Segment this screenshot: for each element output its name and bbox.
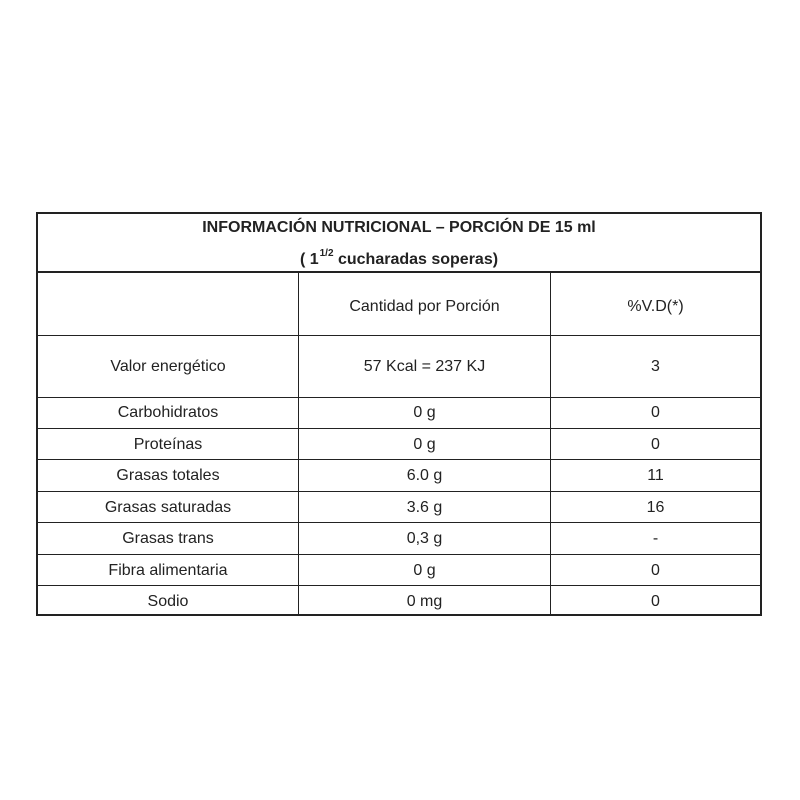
nutrient-daily-value: - (652, 530, 659, 547)
nutrient-daily-value: 0 (651, 593, 660, 610)
nutrient-daily-value: 0 (651, 404, 660, 421)
nutrient-name: Grasas totales (116, 467, 220, 484)
row-divider (38, 522, 760, 523)
header-daily-value: %V.D(*) (627, 298, 684, 315)
nutrition-facts-table (36, 212, 762, 616)
serving-unit: cucharadas soperas) (337, 251, 499, 268)
nutrient-daily-value: 16 (646, 499, 665, 516)
serving-fraction: 1/2 (319, 248, 334, 259)
nutrient-name: Fibra alimentaria (108, 562, 228, 579)
nutrient-amount: 0 mg (406, 593, 443, 610)
row-divider (38, 335, 760, 336)
nutrient-amount: 6.0 g (406, 467, 443, 484)
row-divider (38, 491, 760, 492)
row-divider (38, 554, 760, 555)
header-amount-per-serving: Cantidad por Porción (349, 298, 500, 315)
nutrient-name: Grasas saturadas (104, 499, 232, 516)
nutrient-name: Grasas trans (122, 530, 214, 547)
table-title (38, 214, 760, 273)
nutrient-daily-value: 0 (651, 562, 660, 579)
nutrient-amount: 0 g (413, 436, 436, 453)
title-line-2 (38, 248, 760, 268)
row-divider (38, 397, 760, 398)
nutrient-amount: 0 g (413, 562, 436, 579)
nutrient-amount: 57 Kcal = 237 KJ (363, 358, 486, 375)
title-line-1: INFORMACIÓN NUTRICIONAL – PORCIÓN DE 15 ml (202, 219, 596, 236)
nutrient-name: Valor energético (110, 358, 226, 375)
nutrient-amount: 3.6 g (406, 499, 443, 516)
nutrient-daily-value: 3 (651, 358, 660, 375)
nutrient-amount: 0,3 g (406, 530, 443, 547)
row-divider (38, 428, 760, 429)
nutrient-amount: 0 g (413, 404, 436, 421)
nutrient-name: Carbohidratos (117, 404, 219, 421)
serving-count: ( 1 (299, 251, 319, 268)
row-divider (38, 459, 760, 460)
row-divider (38, 585, 760, 586)
nutrient-name: Sodio (147, 593, 189, 610)
nutrient-daily-value: 0 (651, 436, 660, 453)
nutrient-daily-value: 11 (647, 467, 664, 484)
nutrient-name: Proteínas (133, 436, 203, 453)
